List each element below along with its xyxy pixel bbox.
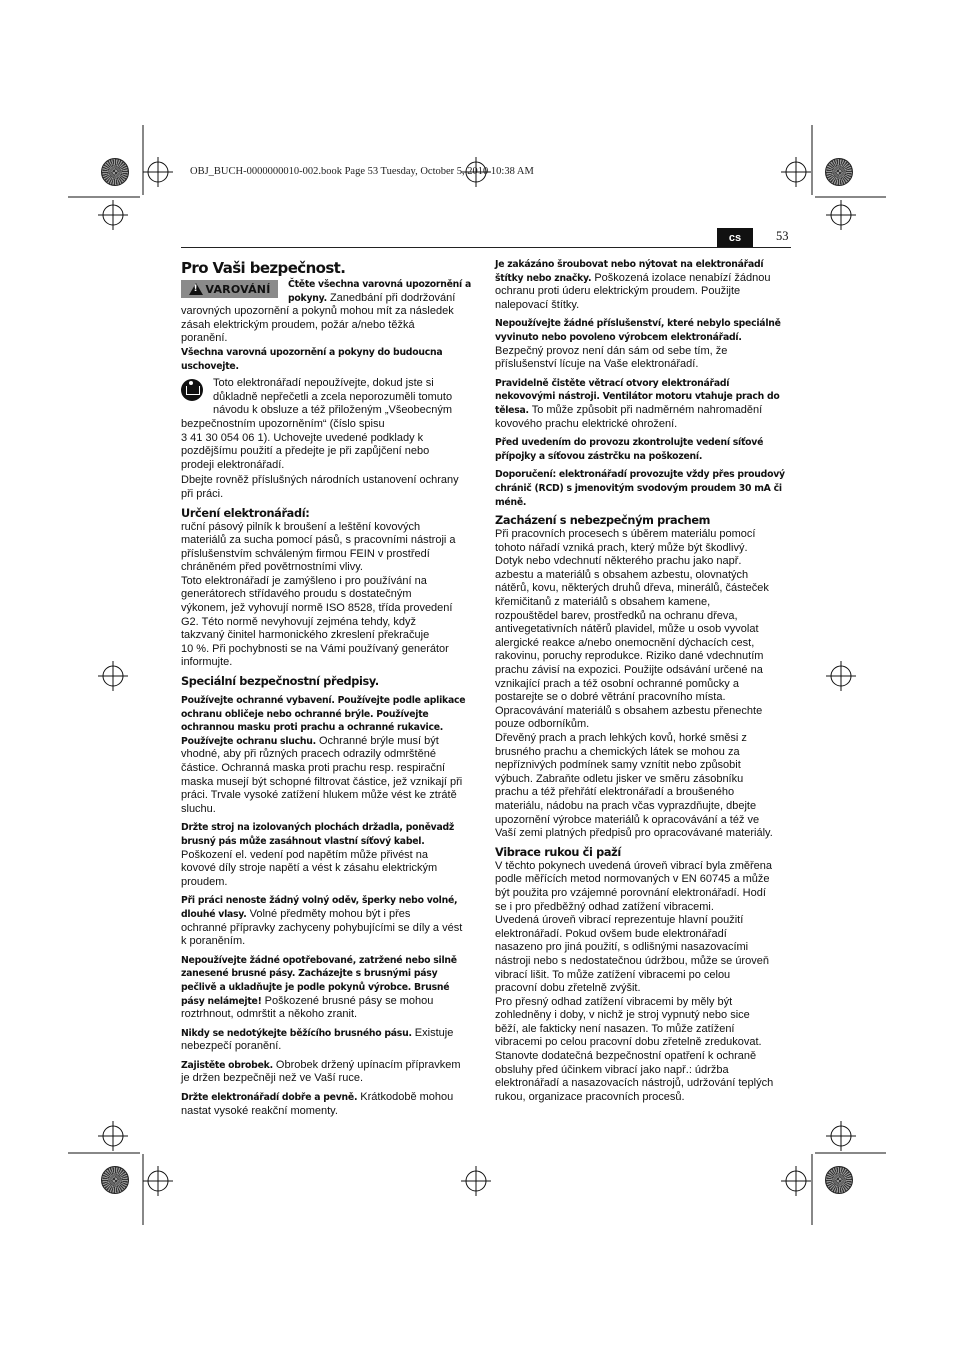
text-line: Toto elektronářadí je zamýšleno i pro používání na: [181, 574, 427, 587]
text-line: nasazeno pro jiná použití, s odlišnými nasazovacími: [495, 941, 749, 954]
text-line: Dřevěný prach a prach lehkých kovů, horké směsi z: [495, 732, 747, 744]
text-line: běží, ale fakticky není nasazen. To může zatížení: [495, 1022, 735, 1035]
text-line: zohledněny i doby, v nichž je stroj vypnutý nebo sice: [495, 1009, 750, 1022]
bold-run: Nikdy se nedotýkejte běžícího brusného pásu.: [181, 1027, 412, 1039]
text-line: vhodné, aby při různých pracech odrazily odmrštěné: [181, 748, 436, 761]
text-line: prachu a též přehřátí elektronářadí a broušeného: [495, 786, 735, 799]
text-line: ruční pásový pilník k broušení a leštění kovových: [181, 520, 421, 533]
text-line: maska musejí být schopné filtrovat částice, jež vznikají při: [181, 775, 463, 788]
text-line: křemičitanů z materiálů s obsahem kamene,: [495, 596, 711, 609]
text-line: Bezpečný provoz není dán sám od sebe tím, že: [495, 344, 728, 357]
dust-paragraph: [495, 528, 791, 841]
text-line: antivegetativních nátěrů plavidel, může u osob vyvolat: [495, 623, 759, 636]
text-line: ochranu proti úderu elektrickým proudem. Použijte: [495, 285, 741, 298]
text-line: vibrací lišit. To může zatížení vibracemi po celou: [495, 968, 731, 981]
text-run: To může způsobit při nadměrném nahromadění: [528, 403, 763, 416]
bold-run: tělesa.: [495, 404, 529, 416]
subheading-special-safety: Speciální bezpečnostní předpisy.: [181, 675, 379, 689]
text-line: ochranné přípravky zachyceny pohybujícími se díly a vést: [181, 921, 463, 934]
print-slug: OBJ_BUCH-0000000010-002.book Page 53 Tuesday, October 5, 2010 10:38 AM: [190, 166, 534, 177]
right-column: [495, 258, 791, 1104]
text-line: nástroji nebo s nedostatečnou údržbou, může se úroveň: [495, 954, 769, 967]
text-line: nebezpečí poranění.: [181, 1040, 282, 1053]
text-line: Uvedená úroveň vibrací reprezentuje hlavní použití: [495, 914, 744, 927]
text-line: být použita pro vzájemné porovnání elektronářadí. Hodí: [495, 886, 766, 899]
section-title: Pro Vaši bezpečnost.: [181, 259, 346, 277]
text-line: příslušenství lícuje na Vaše elektronářadí.: [495, 358, 699, 371]
text-line: generátorech střídavého proudu s dostatečným: [181, 588, 412, 601]
text-line: při práci.: [181, 487, 224, 500]
bold-line: Je zakázáno šroubovat nebo nýtovat na elektronářadí: [495, 259, 764, 270]
text-line: informujte.: [181, 656, 233, 669]
text-line: 3 41 30 054 06 1). Uchovejte uvedené podklady k: [181, 431, 424, 444]
text-line: je držen bezpečněji než ve Vaší ruce.: [181, 1072, 364, 1085]
text-line: prachu závisí na expozici. Použijte odsávání určené na: [495, 664, 763, 677]
warning-label: [181, 280, 278, 298]
text-line: nastat vysoké reakční momenty.: [181, 1104, 338, 1117]
text-line: vibracemi po celou pracovní dobu zřetelně zredukovat.: [495, 1036, 762, 1049]
bold-line: vyvinuto nebo povoleno výrobcem elektronářadí.: [495, 331, 742, 343]
warning-block: [181, 278, 477, 305]
bold-run: pásy nelámejte!: [181, 995, 262, 1007]
text-line: elektronářadí. Pokud ovšem bude elektronářadí: [495, 927, 727, 940]
bold-run: Používejte ochranu sluchu.: [181, 735, 316, 747]
text-line: tohoto nářadí vzniká prach, který může být škodlivý.: [495, 541, 748, 554]
text-line: prodeji elektronářadí.: [181, 458, 285, 471]
bold-line: zanesené brusné pásy. Zacházejte s brusnými pásy: [181, 968, 438, 980]
text-line: k poraněním.: [181, 935, 246, 948]
bold-line: Doporučení: elektronářadí provozujte vždy přes proudový: [495, 469, 785, 481]
text-line: rakovinu, poruchy reprodukce. Riziko dané vdechnutím: [495, 650, 764, 663]
text-line: návodu k obsluze a též přiloženým „Všeobecným: [213, 404, 453, 417]
bold-run: Zajistěte obrobek.: [181, 1059, 273, 1071]
bold-line: ochrannou masku proti prachu a ochranné rukavice.: [181, 722, 444, 734]
text-run: Poškozené brusné pásy se mohou: [261, 994, 434, 1007]
subheading-vibration: Vibrace rukou či paží: [495, 845, 621, 859]
text-line: výkonem, jež vyhovují normě ISO 8528, třída provedení: [181, 602, 453, 615]
text-line: kovové díly stroje napětí a vést k zásahu elektrickým: [181, 862, 438, 875]
header-rule: [181, 247, 791, 248]
text-run: Ochranné brýle musí být: [315, 734, 439, 747]
text-run: Existuje: [411, 1026, 454, 1039]
text-line: podle měřících metod normovaných v EN 60745 a může: [495, 873, 770, 886]
text-line: rozpouštědel barev, prostředků na ochranu dřeva,: [495, 609, 738, 622]
page-number: 53: [776, 229, 789, 243]
read-manual-block: [181, 377, 477, 418]
text-line: alergické reakce a/nebo onemocnění dýchacích cest,: [495, 636, 755, 649]
text-line: elektronářadí a nasazovacích nástrojů, udržování teplých: [495, 1077, 774, 1090]
text-line: Pro přesný odhad zatížení vibracemi by měly být: [495, 995, 733, 1008]
bold-run: dlouhé vlasy.: [181, 908, 247, 920]
subheading-hazardous-dust: Zacházení s nebezpečným prachem: [495, 514, 711, 528]
text-line: upozornění výrobce materiálů k opracovávání a též ve: [495, 813, 760, 826]
text-line: azbestu a materiálů s obsahem azbestu, olovnatých: [495, 568, 749, 581]
bold-line: pečlivě a ukladňujte je podle pokynů výrobce. Brusné: [181, 981, 450, 993]
bold-line: Před uvedením do provozu zkontrolujte vedení síťové: [495, 437, 764, 449]
bold-line: Nepoužívejte žádné příslušenství, které nebylo speciálně: [495, 318, 781, 330]
text-line: výbuch. Zabraňte odletu jisker ve směru zásobníku: [495, 772, 744, 785]
text-line: důkladně nepřečetli a zcela neporozuměli tomuto: [213, 390, 453, 403]
text-line: bezpečnostním upozorněním“ (číslo spisu: [181, 417, 385, 430]
bold-line: Používejte ochranné vybavení. Používejte podle aplikace: [181, 695, 466, 707]
text-line: pracovní dobu zřetelně zvýšit.: [495, 982, 641, 995]
text-line: se i pro předběžný odhad zatížení vibracemi.: [495, 900, 714, 913]
text-line: Stanovte dodatečná bezpečnostní opatření k ochraně: [495, 1050, 757, 1063]
text-line: proudem.: [181, 875, 228, 888]
text-line: materiálů za sucha pomocí pásů, s pracovními nástroji a: [181, 534, 456, 547]
text-line: chráněném před povětrnostními vlivy.: [181, 561, 363, 574]
text-line: vznikající prach a též osobní ochranné pomůcky a: [495, 677, 739, 690]
text-line: Vaší zemi platných předpisů pro opracovávané materiály.: [495, 827, 773, 840]
text-line: obsluhy před účinkem vibrací jako např.: údržba: [495, 1063, 729, 1076]
text-line: rukou, organizace pracovních procesů.: [495, 1090, 685, 1103]
warning-triangle-icon: [189, 283, 203, 295]
bold-line: Pravidelně čistěte větrací otvory elektronářadí: [495, 377, 730, 389]
text-line: pozdějšímu použití a předejte je při zapůjčení nebo: [181, 445, 430, 458]
text-line: roztrhnout, odmrštit a někoho zranit.: [181, 1008, 358, 1021]
text-line: zásah elektrickým proudem, požár a/nebo těžká: [181, 318, 415, 331]
bold-line: přípojky a síťovou zástrčku na poškození.: [495, 450, 703, 462]
text-line: 10 %. Při pochybnosti se na Vámi používaný generátor: [181, 642, 449, 655]
text-line: postarejte se o dobré větrání pracovního místa.: [495, 691, 726, 704]
text-line: sluchu.: [181, 802, 216, 815]
bold-line: méně.: [495, 496, 527, 508]
text-line: kovového prachu elektrické ohrožení.: [495, 417, 678, 430]
text-line: částice. Ochranná maska proti prachu resp. respirační: [181, 762, 446, 774]
vibration-paragraph: [495, 860, 791, 1105]
bold-line: brusný pás může zasáhnout vlastní síťový kabel.: [181, 835, 425, 847]
text-line: Toto elektronářadí nepoužívejte, dokud jste si: [213, 377, 434, 390]
text-line: Dotyk nebo vdechnutí některého prachu jako např.: [495, 555, 742, 568]
subheading-intended-use: Určení elektronářadí:: [181, 506, 310, 520]
text-run: Krátkodobě mohou: [357, 1091, 454, 1104]
bold-line: Držte stroj na izolovaných plochách držadla, poněvadž: [181, 822, 455, 834]
bold-line: Při práci nenoste žádný volný oděv, šperky nebo volné,: [181, 895, 458, 907]
left-column: [181, 258, 477, 1118]
intro-bold-line: pokyny.: [288, 292, 327, 304]
text-line: nalepovací štítky.: [495, 298, 580, 311]
text-line: G2. Této normě nevyhovují zejména tehdy, když: [181, 615, 416, 628]
text-line: příslušenstvím schváleným firmou FEIN v prostředí: [181, 547, 430, 560]
intro-text: Zanedbání při dodržování: [326, 291, 456, 304]
text-line: pouze odborníkům.: [495, 718, 590, 731]
warning-label-text: VAROVÁNÍ: [205, 282, 271, 296]
text-line: Opracovávání materiálů s obsahem azbestu přenechte: [495, 704, 763, 717]
text-line: V těchto pokynech uvedená úroveň vibrací byla změřena: [495, 859, 772, 872]
text-line: nátěrů, kovu, některých druhů dřeva, minerálů, částeček: [495, 582, 769, 595]
text-line: práci. Trvale vysoké zatížení hlukem může vést ke ztrátě: [181, 789, 457, 802]
text-line: poranění.: [181, 332, 228, 345]
bold-run: štítky nebo značky.: [495, 272, 592, 284]
language-badge: cs: [717, 228, 753, 248]
read-manual-icon: [181, 379, 203, 401]
bold-run: Držte elektronářadí dobře a pevně.: [181, 1092, 358, 1104]
text-line: takzvaný činitel harmonického zkreslení překračuje: [181, 629, 430, 642]
text-run: Volné předměty mohou být i přes: [246, 907, 411, 920]
text-run: Obrobek držený upínacím přípravkem: [272, 1058, 461, 1071]
text-line: varovných upozornění a pokynů mohou mít za následek: [181, 305, 454, 318]
text-line: Při pracovních procesech s úběrem materiálu pomocí: [495, 528, 756, 541]
text-run: Poškozená izolace nenabízí žádnou: [591, 271, 771, 284]
bold-line: nekovovými nástroji. Ventilátor motoru vtahuje prach do: [495, 391, 780, 403]
bold-line: uschovejte.: [181, 360, 239, 372]
text-line: Poškození el. vedení pod napětím může přivést na: [181, 848, 429, 861]
intro-bold-line: Čtěte všechna varovná upozornění a: [288, 279, 471, 290]
bold-line: ochranu obličeje nebo ochranné brýle. Používejte: [181, 708, 429, 720]
text-line: nepříznivých podmínek samy vznítit nebo způsobit: [495, 759, 741, 772]
text-line: materiálu, nádobu na prach včas vyprazdňujte, dbejte: [495, 799, 757, 812]
bold-line: chránič (RCD) s jmenovitým svodovým proudem 30 mA či: [495, 482, 782, 494]
bold-line: Všechna varovná upozornění a pokyny do budoucna: [181, 346, 443, 358]
bold-line: Nepoužívejte žádné opotřebované, zatržené nebo silně: [181, 954, 457, 966]
text-line: Dbejte rovněž příslušných národních ustanovení ochrany: [181, 474, 459, 487]
text-line: brusného prachu a chemických látek se mohou za: [495, 745, 740, 758]
